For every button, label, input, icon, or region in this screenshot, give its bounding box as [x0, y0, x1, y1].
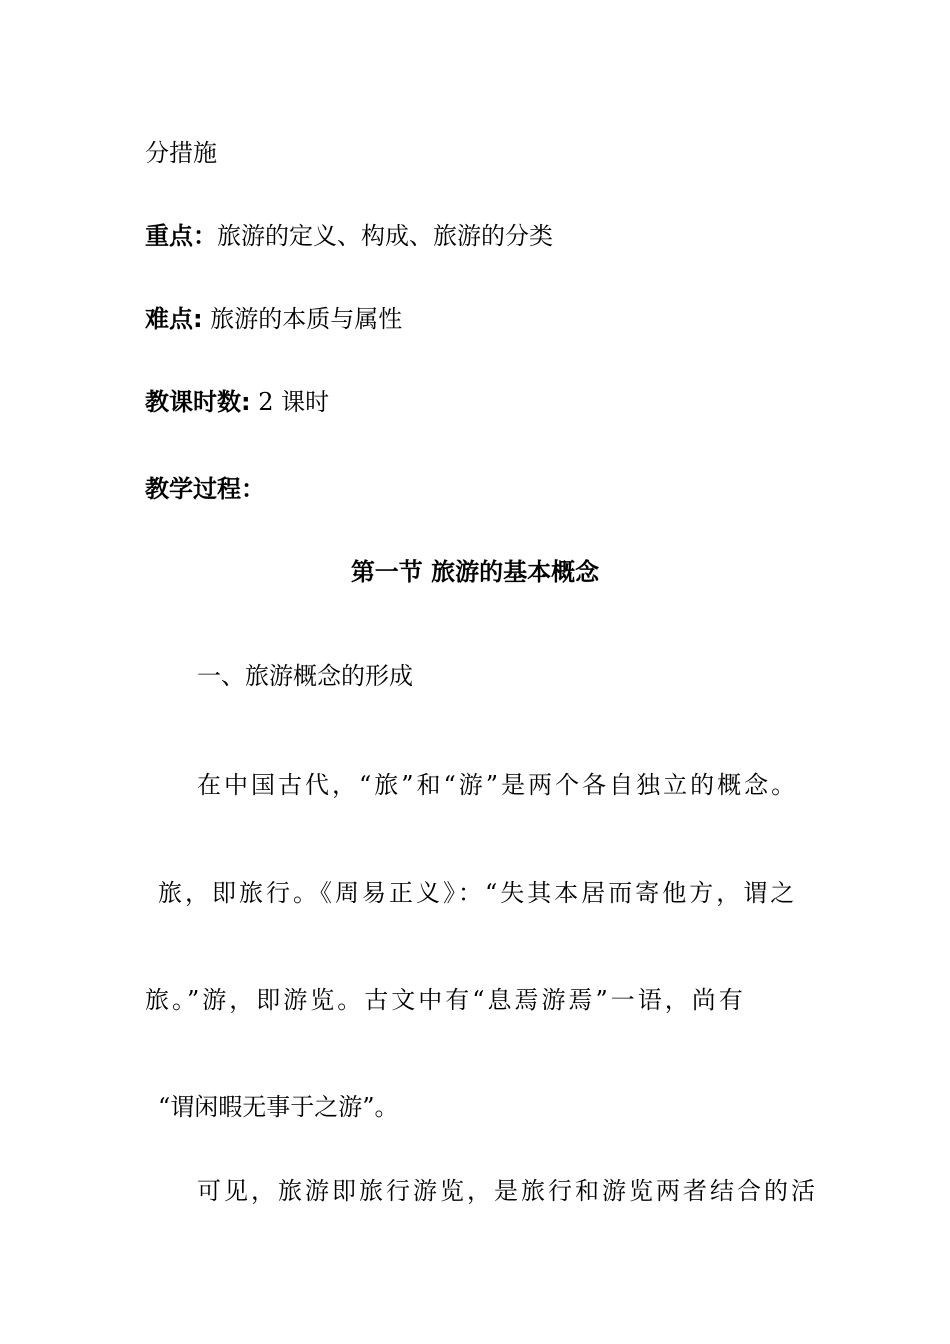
paragraph-line: 旅，即旅行。《周易正义》：“失其本居而寄他方，谓之: [158, 879, 798, 907]
difficulty-label: 难点:: [145, 305, 203, 333]
paragraph-line: 在中国古代，“旅”和“游”是两个各自独立的概念。: [197, 771, 799, 799]
key-points-value: 旅游的定义、构成、旅游的分类: [217, 222, 553, 250]
key-points-line: [145, 221, 553, 251]
hours-value: 2 课时: [250, 388, 330, 416]
section-title: 第一节 旅游的基本概念: [350, 558, 600, 586]
key-points-label: 重点：: [145, 222, 217, 250]
difficulty-line: [145, 304, 402, 334]
paragraph-line: 旅。”游，即游览。古文中有“息焉游焉”一语，尚有: [145, 986, 746, 1014]
paragraph-line: “谓闲暇无事于之游”。: [158, 1093, 399, 1121]
teaching-process-label: 教学过程：: [145, 475, 265, 503]
paragraph-line: 可见，旅游即旅行游览，是旅行和游览两者结合的活: [197, 1177, 818, 1205]
hours-line: [145, 387, 329, 417]
subsection-title: 一、旅游概念的形成: [197, 662, 413, 690]
difficulty-value: 旅游的本质与属性: [202, 305, 403, 333]
hours-label: 教课时数:: [145, 388, 251, 416]
text-line-measures: 分措施: [145, 139, 217, 167]
